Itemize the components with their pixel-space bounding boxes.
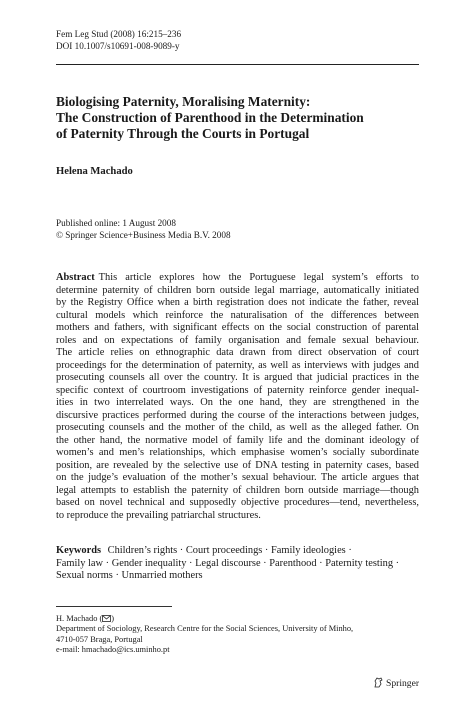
journal-citation: Fem Leg Stud (2008) 16:215–236 <box>56 29 182 39</box>
springer-horse-icon <box>373 677 384 688</box>
keywords-line: Keywords Children’s rights · Court proceedings · Family ideologies · <box>56 545 352 556</box>
copyright: © Springer Science+Business Media B.V. 2008 <box>56 230 231 240</box>
abstract-line: roles and on expectations of family organisation and female sexual behaviour. <box>56 334 419 346</box>
footnote-name-line: H. Machado ( ) <box>56 614 115 623</box>
author-footnote <box>56 614 353 656</box>
abstract-line: legal attempts to establish the paternity of children born outside marriage—though <box>56 484 419 496</box>
publisher-name: Springer <box>386 678 420 689</box>
publisher-logo <box>373 677 419 689</box>
abstract-line: proceedings for the determination of paternity, as well as interviews with judges and <box>56 359 419 371</box>
published-online: Published online: 1 August 2008 <box>56 218 176 228</box>
abstract-line: mothers and fathers, with significant effects on the social construction of parental <box>56 322 419 334</box>
footnote-address: 4710-057 Braga, Portugal <box>56 634 143 644</box>
abstract-line: determine paternity of children born outside legal marriage, automatically initiated <box>56 284 419 296</box>
author-name: Helena Machado <box>56 166 133 177</box>
doi: DOI 10.1007/s10691-008-9089-y <box>56 40 180 51</box>
abstract-line: by the Registry Office when a birth registration does not indicate the father, reveal <box>56 297 419 309</box>
header-rule <box>56 64 419 65</box>
footnote-affiliation: Department of Sociology, Research Centre for the Social Sciences, University of Minho, <box>56 624 354 634</box>
abstract-line: based on novel technical and supposedly objective procedures—tend, nevertheless, <box>56 497 419 509</box>
title-line: The Construction of Parenthood in the Determination <box>56 110 364 126</box>
abstract-line: cultural models which reinforce the naturalisation of the differences between <box>56 309 419 321</box>
publication-info <box>56 217 231 241</box>
title-line: Biologising Paternity, Moralising Maternity: <box>56 94 311 109</box>
journal-header <box>56 29 181 52</box>
keywords-label: Keywords <box>56 545 102 556</box>
abstract-line: women’s and men’s relationships, which emphasise women’s socially subordinate <box>56 447 419 459</box>
footnote-rule <box>56 606 172 607</box>
abstract-line: Abstract This article explores how the Portuguese legal system’s efforts to <box>56 272 419 283</box>
abstract-line: The article relies on ethnographic data drawn from direct observation of court <box>56 347 419 359</box>
title-line: of Paternity Through the Courts in Portugal <box>56 126 310 142</box>
abstract-line: the other hand, the normative model of family life and the dominant ideology of <box>56 434 419 446</box>
abstract-line: on the judge’s evaluation of the mother’s sexual behaviour. The article argues that <box>56 472 419 484</box>
abstract-line: prosecuting counsels and the mother of the child, as well as the alleged father. On <box>56 422 419 434</box>
abstract-label: Abstract <box>56 272 95 283</box>
article-title <box>56 94 426 143</box>
abstract-line: to reproduce the prevailing patriarchal structures. <box>56 509 261 521</box>
abstract <box>56 272 419 522</box>
footnote-email: e-mail: hmachado@ics.uminho.pt <box>56 645 170 655</box>
abstract-line: specific context of courtroom investigations of paternity reinforce gender inequal- <box>56 384 419 396</box>
keywords-line: Sexual norms · Unmarried mothers <box>56 570 203 582</box>
keywords-line: Family law · Gender inequality · Legal discourse · Parenthood · Paternity testing · <box>56 557 400 569</box>
abstract-line: position, are revealed by the selective use of DNA testing in paternity cases, based <box>56 459 419 471</box>
envelope-icon <box>102 615 111 622</box>
abstract-line: discursive practices performed during the course of the interactions between judges, <box>56 409 419 421</box>
abstract-line: prosecuting counsels all over the country. It is argued that judicial practices in the <box>56 372 419 384</box>
abstract-line: ities in two interrelated ways. On the one hand, they are strengthened in the <box>56 397 419 409</box>
keywords <box>56 545 419 583</box>
